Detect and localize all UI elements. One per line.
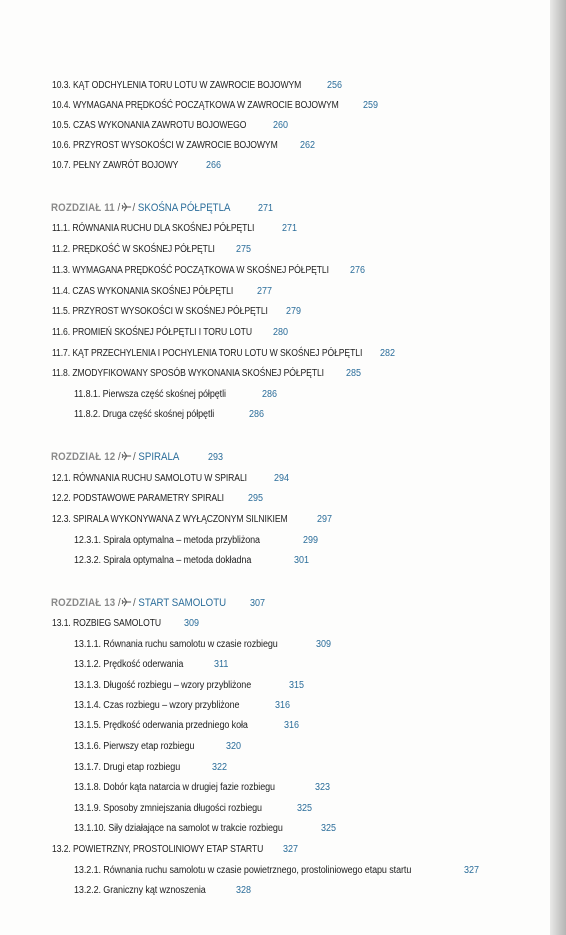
toc-entry: 12.2. PODSTAWOWE PARAMETRY SPIRALI xyxy=(52,493,224,504)
chapter-title: START SAMOLOTU xyxy=(138,597,227,609)
toc-entry: 13.1. ROZBIEG SAMOLOTU xyxy=(52,618,161,629)
toc-entry: 11.7. KĄT PRZECHYLENIA I POCHYLENIA TORU LOTU W SKOŚNEJ PÓŁPĘTLI xyxy=(52,348,363,359)
page-number: 320 xyxy=(226,741,242,752)
page-number: 285 xyxy=(346,368,362,379)
toc-entry: 11.1. RÓWNANIA RUCHU DLA SKOŚNEJ PÓŁPĘTLI xyxy=(52,223,255,234)
toc-subentry: 13.1.7. Drugi etap rozbiegu xyxy=(74,762,181,773)
toc-entry: 10.6. PRZYROST WYSOKOŚCI W ZAWROCIE BOJOWYM xyxy=(52,140,278,151)
page-number: 323 xyxy=(315,782,331,793)
page-number: 311 xyxy=(214,659,229,670)
toc-entry: 12.3. SPIRALA WYKONYWANA Z WYŁĄCZONYM SILNIKIEM xyxy=(52,514,288,525)
page-number: 309 xyxy=(184,618,200,629)
page-number: 286 xyxy=(249,409,265,420)
chapter-heading: ROZDZIAŁ 12 / / SPIRALA xyxy=(51,451,180,463)
page-number: 325 xyxy=(321,823,337,834)
chapter-title: SKOŚNA PÓŁPĘTLA xyxy=(137,202,231,214)
toc-entry: 11.6. PROMIEŃ SKOŚNEJ PÓŁPĘTLI I TORU LOTU xyxy=(52,327,252,338)
toc-entry: 11.3. WYMAGANA PRĘDKOŚĆ POCZĄTKOWA W SKOŚNEJ PÓŁPĘTLI xyxy=(52,265,329,276)
page-number: 280 xyxy=(273,327,289,338)
toc-entry: 12.1. RÓWNANIA RUCHU SAMOLOTU W SPIRALI xyxy=(52,473,247,484)
page-number: 271 xyxy=(258,203,274,214)
toc-subentry: 11.8.1. Pierwsza część skośnej półpętli xyxy=(74,389,226,400)
page-number: 271 xyxy=(282,223,298,234)
page-number: 307 xyxy=(250,598,266,609)
airplane-icon xyxy=(122,451,133,461)
toc-entry: 10.7. PEŁNY ZAWRÓT BOJOWY xyxy=(52,160,179,171)
toc-entry: 10.5. CZAS WYKONANIA ZAWROTU BOJOWEGO xyxy=(52,120,247,131)
toc-subentry: 13.1.8. Dobór kąta natarcia w drugiej fazie rozbiegu xyxy=(74,782,275,793)
chapter-title: SPIRALA xyxy=(138,451,180,463)
toc-entry: 10.3. KĄT ODCHYLENIA TORU LOTU W ZAWROCIE BOJOWYM xyxy=(52,80,302,91)
page-number: 322 xyxy=(212,762,228,773)
chapter-heading: ROZDZIAŁ 13 / / START SAMOLOTU xyxy=(51,597,227,609)
toc-subentry: 12.3.1. Spirala optymalna – metoda przybliżona xyxy=(74,535,260,546)
page-number: 286 xyxy=(262,389,278,400)
page-number: 266 xyxy=(206,160,222,171)
page-number: 279 xyxy=(286,306,302,317)
toc-subentry: 13.1.4. Czas rozbiegu – wzory przybliżone xyxy=(74,700,240,711)
page-number: 275 xyxy=(236,244,252,255)
chapter-heading: ROZDZIAŁ 11 / / SKOŚNA PÓŁPĘTLA xyxy=(51,202,231,214)
toc-subentry: 13.1.5. Prędkość oderwania przedniego koła xyxy=(74,720,248,731)
page-number: 309 xyxy=(316,639,332,650)
page-number: 282 xyxy=(380,348,396,359)
toc-entry: 13.2. POWIETRZNY, PROSTOLINIOWY ETAP STARTU xyxy=(52,844,264,855)
page-number: 259 xyxy=(363,100,379,111)
toc-subentry: 13.1.9. Sposoby zmniejszania długości rozbiegu xyxy=(74,803,262,814)
toc-subentry: 13.1.2. Prędkość oderwania xyxy=(74,659,184,670)
page-number: 327 xyxy=(283,844,299,855)
toc-subentry: 11.8.2. Druga część skośnej półpętli xyxy=(74,409,215,420)
page-edge xyxy=(550,0,566,935)
page-number: 316 xyxy=(275,700,291,711)
page-number: 295 xyxy=(248,493,264,504)
page-number: 327 xyxy=(464,865,480,876)
toc-entry: 10.4. WYMAGANA PRĘDKOŚĆ POCZĄTKOWA W ZAWROCIE BOJOWYM xyxy=(52,100,339,111)
toc-entry: 11.2. PRĘDKOŚĆ W SKOŚNEJ PÓŁPĘTLI xyxy=(52,244,215,255)
page-number: 328 xyxy=(236,885,252,896)
toc-subentry: 13.1.3. Długość rozbiegu – wzory przybliżone xyxy=(74,680,252,691)
toc-subentry: 13.1.6. Pierwszy etap rozbiegu xyxy=(74,741,195,752)
page-number: 325 xyxy=(297,803,313,814)
page-number: 277 xyxy=(257,286,273,297)
page-number: 260 xyxy=(273,120,289,131)
chapter-label: ROZDZIAŁ 12 xyxy=(51,451,116,463)
chapter-label: ROZDZIAŁ 11 xyxy=(51,202,115,214)
airplane-icon xyxy=(122,597,133,607)
toc-entry: 11.5. PRZYROST WYSOKOŚCI W SKOŚNEJ PÓŁPĘTLI xyxy=(52,306,268,317)
page-number: 299 xyxy=(303,535,319,546)
page-number: 297 xyxy=(317,514,333,525)
toc-subentry: 13.1.10. Siły działające na samolot w trakcie rozbiegu xyxy=(74,823,283,834)
toc-entry: 11.8. ZMODYFIKOWANY SPOSÓB WYKONANIA SKOŚNEJ PÓŁPĘTLI xyxy=(52,368,324,379)
toc-subentry: 13.2.1. Równania ruchu samolotu w czasie powietrznego, prostoliniowego etapu startu xyxy=(74,865,412,876)
page-number: 262 xyxy=(300,140,316,151)
airplane-icon xyxy=(121,202,132,212)
toc-subentry: 13.1.1. Równania ruchu samolotu w czasie rozbiegu xyxy=(74,639,278,650)
chapter-label: ROZDZIAŁ 13 xyxy=(51,597,116,609)
page-number: 301 xyxy=(294,555,310,566)
page-number: 256 xyxy=(327,80,343,91)
page-number: 293 xyxy=(208,452,224,463)
page-number: 315 xyxy=(289,680,305,691)
page-number: 316 xyxy=(284,720,300,731)
page-number: 294 xyxy=(274,473,290,484)
toc-subentry: 13.2.2. Graniczny kąt wznoszenia xyxy=(74,885,206,896)
toc-subentry: 12.3.2. Spirala optymalna – metoda dokładna xyxy=(74,555,252,566)
toc-entry: 11.4. CZAS WYKONANIA SKOŚNEJ PÓŁPĘTLI xyxy=(52,286,234,297)
page-number: 276 xyxy=(350,265,366,276)
